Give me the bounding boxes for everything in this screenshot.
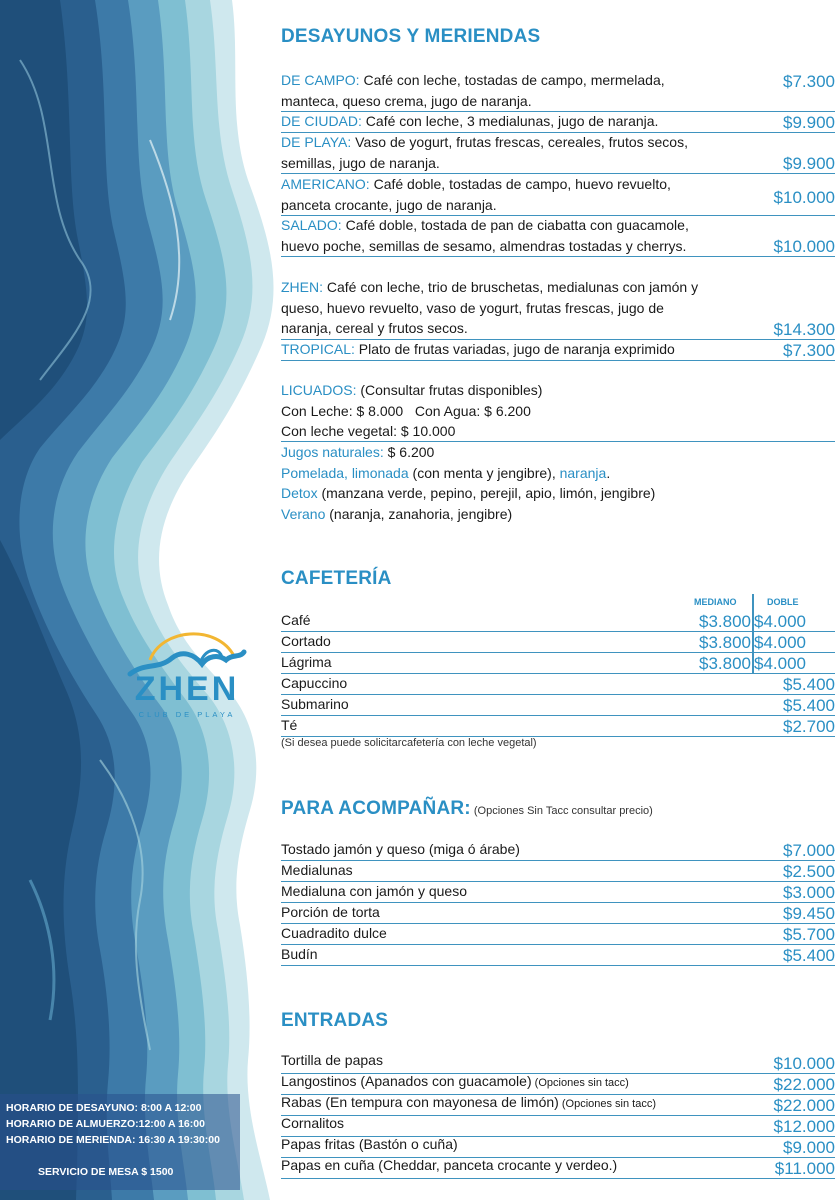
section-title-starters: ENTRADAS bbox=[281, 1010, 389, 1031]
item-desc: Vaso de yogurt, frutas frescas, cereales, frutos secos, semillas, jugo de naranja. bbox=[281, 134, 688, 171]
item-name: AMERICANO: bbox=[281, 176, 370, 192]
item-price: $22.000 bbox=[773, 1075, 835, 1094]
menu-item bbox=[281, 1095, 835, 1116]
jugos-option-detail: . bbox=[606, 464, 611, 481]
brand-tagline: CLUB DE PLAYA bbox=[138, 710, 236, 719]
hours-lunch: HORARIO DE ALMUERZO:12:00 A 16:00 bbox=[6, 1118, 205, 1130]
item-price: $9.900 bbox=[783, 112, 835, 132]
item-name bbox=[281, 1155, 617, 1177]
hours-breakfast: HORARIO DE DESAYUNO: 8:00 A 12:00 bbox=[6, 1102, 202, 1114]
item-price: $7.300 bbox=[783, 72, 835, 91]
menu-item bbox=[281, 695, 835, 716]
item-price: $5.400 bbox=[783, 946, 835, 965]
item-name-text: Langostinos (Apanados con guacamole) bbox=[281, 1073, 532, 1089]
zhen-logo bbox=[122, 618, 252, 723]
menu-item bbox=[281, 132, 835, 174]
item-price: $5.400 bbox=[783, 675, 835, 694]
item-name: Capuccino bbox=[281, 675, 348, 691]
item-name: Cuadradito dulce bbox=[281, 925, 387, 941]
item-desc: Café con leche, trio de bruschetas, medialunas con jamón y queso, huevo revuelto, vaso de yogurt, frutas frescas, jugo de naranja, cereal y frutos secos. bbox=[281, 279, 699, 337]
menu-item bbox=[281, 339, 835, 361]
price-medium: $3.800 bbox=[699, 633, 751, 652]
item-name: Café bbox=[281, 612, 311, 628]
item-desc: Plato de frutas variadas, jugo de naranja exprimido bbox=[354, 341, 675, 357]
menu-item bbox=[281, 882, 835, 903]
item-price: $2.700 bbox=[783, 717, 835, 736]
menu-item bbox=[281, 1158, 835, 1179]
item-price: $22.000 bbox=[773, 1096, 835, 1115]
item-name: Budín bbox=[281, 946, 318, 962]
section-title-breakfast: DESAYUNOS Y MERIENDAS bbox=[281, 26, 541, 47]
menu-item bbox=[281, 632, 835, 653]
item-name-text: Tortilla de papas bbox=[281, 1052, 383, 1068]
item-name: Tostado jamón y queso (miga ó árabe) bbox=[281, 841, 520, 857]
menu-item bbox=[281, 840, 835, 861]
item-desc: Café doble, tostada de pan de ciabatta con guacamole, huevo poche, semillas de sesamo, almendras tostadas y cherrys. bbox=[281, 217, 689, 254]
jugos-option-detail: (naranja, zanahoria, jengibre) bbox=[325, 505, 513, 522]
item-price: $5.700 bbox=[783, 925, 835, 944]
item-name: DE PLAYA: bbox=[281, 134, 352, 150]
item-name bbox=[281, 1092, 656, 1114]
item-name: Submarino bbox=[281, 696, 349, 712]
menu-item bbox=[281, 174, 835, 216]
licuados-block bbox=[281, 380, 835, 442]
item-price: $12.000 bbox=[773, 1117, 835, 1136]
menu-item bbox=[281, 945, 835, 966]
licuados-line1: Con Leche: $ 8.000 Con Agua: $ 6.200 bbox=[281, 402, 531, 419]
hours-box bbox=[0, 1094, 240, 1190]
hours-snack: HORARIO DE MERIENDA: 16:30 A 19:30:00 bbox=[6, 1134, 220, 1146]
item-name: Cortado bbox=[281, 633, 331, 649]
section-title-cafeteria: CAFETERÍA bbox=[281, 568, 392, 589]
section-title-text: PARA ACOMPAÑAR: bbox=[281, 798, 471, 819]
section-title-sides bbox=[281, 798, 653, 820]
price-medium: $3.800 bbox=[699, 654, 751, 673]
item-price: $9.000 bbox=[783, 1138, 835, 1157]
menu-item bbox=[281, 861, 835, 882]
item-price: $10.000 bbox=[773, 237, 835, 257]
jugos-option-detail: (con menta y jengibre), bbox=[408, 464, 560, 481]
jugos-option-detail: (manzana verde, pepino, perejil, apio, limón, jengibre) bbox=[317, 485, 656, 502]
item-desc: Café doble, tostadas de campo, huevo revuelto, panceta crocante, jugo de naranja. bbox=[281, 176, 671, 213]
price-double: $4.000 bbox=[754, 612, 806, 631]
item-price: $5.400 bbox=[783, 696, 835, 715]
jugos-price: $ 6.200 bbox=[383, 444, 435, 460]
menu-column bbox=[281, 0, 835, 1200]
item-name: TROPICAL: bbox=[281, 341, 355, 357]
table-service: SERVICIO DE MESA $ 1500 bbox=[38, 1166, 174, 1178]
item-name: SALADO: bbox=[281, 217, 342, 233]
column-header-medium: MEDIANO bbox=[694, 597, 737, 607]
item-price: $10.000 bbox=[773, 1054, 835, 1073]
item-name: Medialuna con jamón y queso bbox=[281, 883, 468, 899]
jugos-option: naranja bbox=[559, 464, 607, 481]
menu-item bbox=[281, 903, 835, 924]
jugos-option: Detox bbox=[281, 485, 318, 502]
item-note: (Opciones sin tacc) bbox=[558, 1098, 657, 1110]
item-name: Medialunas bbox=[281, 862, 353, 878]
jugos-option: Verano bbox=[281, 505, 326, 522]
jugos-block bbox=[281, 442, 661, 524]
price-double: $4.000 bbox=[754, 633, 806, 652]
item-name bbox=[281, 1134, 458, 1156]
column-header-double: DOBLE bbox=[767, 597, 799, 607]
item-name: Porción de torta bbox=[281, 904, 380, 920]
menu-item bbox=[281, 611, 835, 632]
item-name bbox=[281, 1113, 344, 1135]
item-name: ZHEN: bbox=[281, 279, 323, 295]
item-price: $9.450 bbox=[783, 904, 835, 923]
item-name: Lágrima bbox=[281, 654, 332, 670]
item-name: Té bbox=[281, 717, 298, 733]
item-price: $7.000 bbox=[783, 841, 835, 860]
item-note: (Opciones sin tacc) bbox=[531, 1077, 629, 1089]
item-price: $2.500 bbox=[783, 862, 835, 881]
jugos-option: Pomelada, limonada bbox=[281, 464, 409, 481]
section-note: (Opciones Sin Tacc consultar precio) bbox=[470, 805, 653, 817]
item-desc: Café con leche, 3 medialunas, jugo de naranja. bbox=[361, 113, 659, 129]
menu-item bbox=[281, 924, 835, 945]
item-price: $14.300 bbox=[773, 319, 835, 339]
menu-item bbox=[281, 215, 835, 257]
price-medium: $3.800 bbox=[699, 612, 751, 631]
licuados-name: LICUADOS: bbox=[281, 382, 357, 398]
item-desc: Café con leche, tostadas de campo, mermelada, manteca, queso crema, jugo de naranja. bbox=[281, 72, 665, 109]
item-name bbox=[281, 1071, 629, 1093]
item-name: DE CIUDAD: bbox=[281, 113, 362, 129]
item-price: $10.000 bbox=[773, 188, 835, 207]
item-name-text: Rabas (En tempura con mayonesa de limón) bbox=[281, 1094, 559, 1110]
menu-item bbox=[281, 674, 835, 695]
item-name-text: Papas en cuña (Cheddar, panceta crocante y verdeo.) bbox=[281, 1157, 618, 1173]
item-name-text: Cornalitos bbox=[281, 1115, 345, 1131]
item-price: $9.900 bbox=[783, 154, 835, 174]
cafeteria-note: (Si desea puede solicitarcafetería con leche vegetal) bbox=[281, 737, 537, 749]
item-price: $11.000 bbox=[774, 1159, 835, 1178]
menu-item bbox=[281, 70, 835, 112]
item-name: DE CAMPO: bbox=[281, 72, 360, 88]
licuados-line2: Con leche vegetal: $ 10.000 bbox=[281, 423, 456, 440]
item-price: $7.300 bbox=[783, 340, 835, 360]
item-name bbox=[281, 1050, 383, 1072]
menu-item bbox=[281, 111, 835, 133]
jugos-name: Jugos naturales: bbox=[281, 444, 384, 460]
price-double: $4.000 bbox=[754, 654, 806, 673]
menu-item bbox=[281, 716, 835, 737]
brand-name: ZHEN bbox=[134, 670, 240, 708]
menu-item bbox=[281, 277, 835, 340]
item-name-text: Papas fritas (Bastón o cuña) bbox=[281, 1136, 458, 1152]
menu-item bbox=[281, 653, 835, 674]
item-price: $3.000 bbox=[783, 883, 835, 902]
licuados-note: (Consultar frutas disponibles) bbox=[356, 382, 543, 398]
